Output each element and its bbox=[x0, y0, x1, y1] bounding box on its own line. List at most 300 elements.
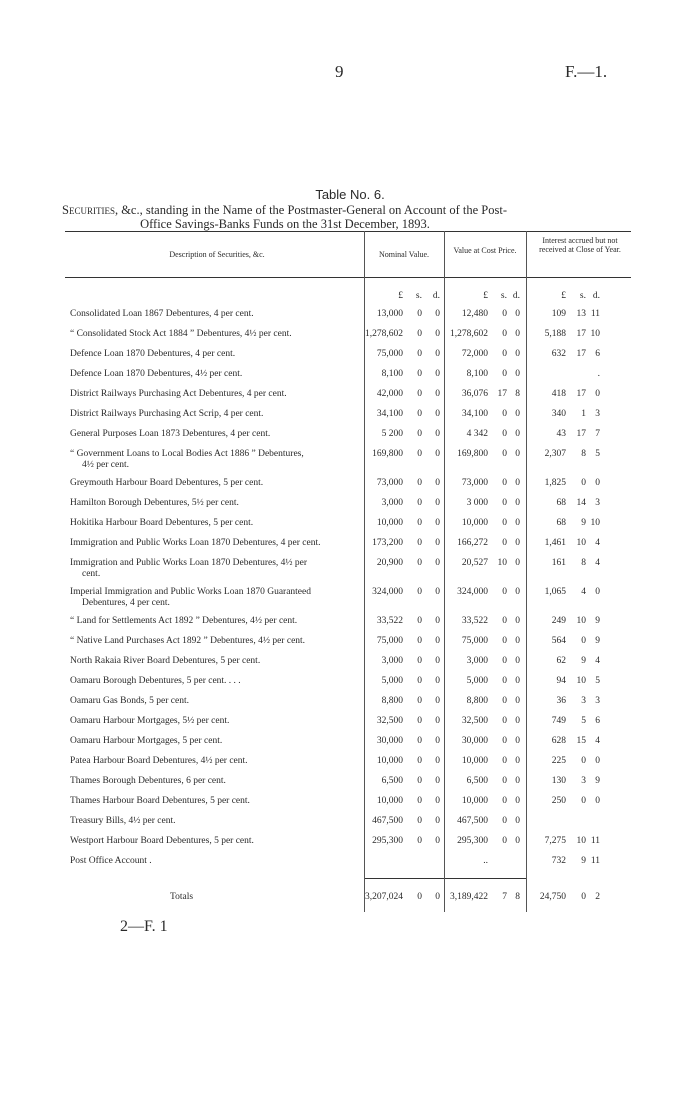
interest-pounds: 5,188 bbox=[544, 329, 566, 339]
interest-pence: 0 bbox=[595, 587, 600, 597]
description-text: Oamaru Harbour Mortgages, 5½ per cent. bbox=[70, 716, 230, 726]
cost-pounds: 3,189,422 bbox=[450, 892, 488, 902]
nominal-pounds: 10,000 bbox=[376, 756, 403, 766]
nominal-pounds: 30,000 bbox=[376, 736, 403, 746]
cost-shillings: 0 bbox=[502, 696, 507, 706]
nominal-pence: 0 bbox=[435, 429, 440, 439]
header-cost-price: Value at Cost Price. bbox=[453, 246, 517, 255]
cost-pence: 0 bbox=[515, 449, 520, 459]
cost-shillings: 0 bbox=[502, 736, 507, 746]
cost-pence: 0 bbox=[515, 518, 520, 528]
interest-pounds: 130 bbox=[551, 776, 566, 786]
nominal-pounds: 10,000 bbox=[376, 796, 403, 806]
security-description bbox=[70, 816, 362, 827]
cost-pence: 0 bbox=[515, 736, 520, 746]
cost-pounds: 32,500 bbox=[461, 716, 488, 726]
nominal-shillings: 0 bbox=[417, 538, 422, 548]
interest-shillings: 4 bbox=[581, 587, 586, 597]
interest-pence: 0 bbox=[595, 478, 600, 488]
interest-pence: 3 bbox=[595, 409, 600, 419]
interest-pounds: 43 bbox=[556, 429, 566, 439]
nominal-pence: 0 bbox=[435, 616, 440, 626]
nominal-pounds: 5,000 bbox=[381, 676, 403, 686]
nominal-shillings: 0 bbox=[417, 369, 422, 379]
security-description bbox=[70, 389, 362, 400]
nominal-shillings: 0 bbox=[417, 429, 422, 439]
cost-pence: 0 bbox=[515, 676, 520, 686]
security-description bbox=[70, 736, 362, 747]
nominal-pence: 0 bbox=[435, 449, 440, 459]
nominal-pounds: 34,100 bbox=[376, 409, 403, 419]
unit-pence: d. bbox=[432, 291, 440, 301]
subtitle-line-2: Office Savings-Banks Funds on the 31st December, 1893. bbox=[140, 217, 430, 231]
nominal-pounds: 324,000 bbox=[372, 587, 403, 597]
totals-rule bbox=[364, 878, 526, 879]
nominal-pounds: 13,000 bbox=[376, 309, 403, 319]
interest-shillings: 17 bbox=[576, 429, 586, 439]
nominal-pence: 0 bbox=[435, 796, 440, 806]
security-description bbox=[70, 676, 362, 687]
cost-shillings: 0 bbox=[502, 656, 507, 666]
security-description bbox=[70, 409, 362, 420]
cost-shillings: 0 bbox=[502, 518, 507, 528]
nominal-shillings: 0 bbox=[417, 776, 422, 786]
cost-pounds: 166,272 bbox=[457, 538, 488, 548]
interest-pence: 0 bbox=[595, 796, 600, 806]
interest-pence: 5 bbox=[595, 676, 600, 686]
unit-pounds: £ bbox=[483, 291, 488, 301]
interest-shillings: 17 bbox=[576, 349, 586, 359]
cost-pence: 0 bbox=[515, 587, 520, 597]
nominal-pence: 0 bbox=[435, 518, 440, 528]
description-text: Hokitika Harbour Board Debentures, 5 per cent. bbox=[70, 518, 254, 528]
cost-shillings: 17 bbox=[497, 389, 507, 399]
cost-pounds: 8,100 bbox=[466, 369, 488, 379]
table-subtitle bbox=[62, 203, 628, 231]
interest-pence: 9 bbox=[595, 776, 600, 786]
cost-shillings: 0 bbox=[502, 796, 507, 806]
cost-pounds: 10,000 bbox=[461, 518, 488, 528]
security-description bbox=[70, 856, 362, 867]
nominal-pence: 0 bbox=[435, 776, 440, 786]
cost-shillings: 0 bbox=[502, 449, 507, 459]
cost-shillings: 0 bbox=[502, 616, 507, 626]
unit-pence: d. bbox=[512, 291, 520, 301]
security-description bbox=[70, 716, 362, 727]
description-text: Westport Harbour Board Debentures, 5 per cent. bbox=[70, 836, 254, 846]
description-text: Post Office Account . bbox=[70, 856, 152, 866]
interest-pence: . bbox=[597, 369, 600, 379]
nominal-pounds: 75,000 bbox=[376, 349, 403, 359]
interest-shillings: 0 bbox=[581, 756, 586, 766]
unit-shillings: s. bbox=[579, 291, 586, 301]
description-text: Thames Borough Debentures, 6 per cent. bbox=[70, 776, 226, 786]
nominal-shillings: 0 bbox=[417, 587, 422, 597]
cost-pence: 0 bbox=[515, 836, 520, 846]
interest-shillings: 0 bbox=[581, 636, 586, 646]
cost-pence: 0 bbox=[515, 538, 520, 548]
cost-pounds: 4 342 bbox=[466, 429, 488, 439]
nominal-pounds: 3,207,024 bbox=[365, 892, 403, 902]
security-description bbox=[70, 636, 362, 647]
interest-pounds: 1,461 bbox=[544, 538, 566, 548]
description-text: Defence Loan 1870 Debentures, 4½ per cent. bbox=[70, 369, 243, 379]
nominal-pounds: 1,278,602 bbox=[365, 329, 403, 339]
cost-shillings: 0 bbox=[502, 478, 507, 488]
nominal-pounds: 75,000 bbox=[376, 636, 403, 646]
interest-pence: 4 bbox=[595, 656, 600, 666]
table-top-rule bbox=[65, 231, 631, 232]
interest-pounds: 24,750 bbox=[539, 892, 566, 902]
cost-shillings: 0 bbox=[502, 309, 507, 319]
interest-pounds: 250 bbox=[551, 796, 566, 806]
cost-pence: 8 bbox=[515, 892, 520, 902]
nominal-pence: 0 bbox=[435, 736, 440, 746]
nominal-pence: 0 bbox=[435, 389, 440, 399]
cost-pence: 0 bbox=[515, 716, 520, 726]
security-description bbox=[70, 796, 362, 807]
interest-pounds: 340 bbox=[551, 409, 566, 419]
cost-pounds: 169,800 bbox=[457, 449, 488, 459]
nominal-shillings: 0 bbox=[417, 656, 422, 666]
interest-pounds: 418 bbox=[551, 389, 566, 399]
interest-shillings: 0 bbox=[581, 478, 586, 488]
cost-pence: 0 bbox=[515, 329, 520, 339]
description-text: Greymouth Harbour Board Debentures, 5 per cent. bbox=[70, 478, 264, 488]
description-text: North Rakaia River Board Debentures, 5 per cent. bbox=[70, 656, 261, 666]
unit-pounds: £ bbox=[398, 291, 403, 301]
interest-pence: 11 bbox=[590, 836, 600, 846]
nominal-shillings: 0 bbox=[417, 309, 422, 319]
nominal-pence: 0 bbox=[435, 892, 440, 902]
cost-shillings: 0 bbox=[502, 498, 507, 508]
nominal-shillings: 0 bbox=[417, 636, 422, 646]
nominal-pence: 0 bbox=[435, 478, 440, 488]
nominal-shillings: 0 bbox=[417, 696, 422, 706]
cost-pence: 8 bbox=[515, 389, 520, 399]
interest-pence: 0 bbox=[595, 389, 600, 399]
security-description bbox=[70, 309, 362, 320]
interest-pounds: 109 bbox=[551, 309, 566, 319]
interest-shillings: 10 bbox=[576, 836, 586, 846]
description-text: District Railways Purchasing Act Scrip, 4 per cent. bbox=[70, 409, 264, 419]
cost-shillings: 0 bbox=[502, 329, 507, 339]
cost-pence: 0 bbox=[515, 498, 520, 508]
page-reference: F.—1. bbox=[565, 62, 608, 81]
security-description bbox=[70, 756, 362, 767]
description-text: Immigration and Public Works Loan 1870 Debentures, 4½ per bbox=[70, 558, 308, 568]
nominal-pounds: 5 200 bbox=[381, 429, 403, 439]
cost-shillings: 0 bbox=[502, 409, 507, 419]
nominal-shillings: 0 bbox=[417, 836, 422, 846]
cost-pence: 0 bbox=[515, 776, 520, 786]
interest-pounds: 749 bbox=[551, 716, 566, 726]
interest-pounds: 1,825 bbox=[544, 478, 566, 488]
description-continuation: Debentures, 4 per cent. bbox=[82, 598, 170, 608]
cost-pence: 0 bbox=[515, 309, 520, 319]
column-divider bbox=[526, 231, 527, 912]
security-description bbox=[70, 616, 362, 627]
nominal-pence: 0 bbox=[435, 498, 440, 508]
interest-shillings: 8 bbox=[581, 558, 586, 568]
interest-pence: 10 bbox=[590, 329, 600, 339]
nominal-pounds: 169,800 bbox=[372, 449, 403, 459]
description-text: Oamaru Harbour Mortgages, 5 per cent. bbox=[70, 736, 223, 746]
description-text: “ Land for Settlements Act 1892 ” Debentures, 4½ per cent. bbox=[70, 616, 298, 626]
cost-pounds: 34,100 bbox=[461, 409, 488, 419]
interest-pence: 11 bbox=[590, 309, 600, 319]
interest-shillings: 10 bbox=[576, 616, 586, 626]
nominal-pence: 0 bbox=[435, 696, 440, 706]
nominal-pence: 0 bbox=[435, 309, 440, 319]
nominal-shillings: 0 bbox=[417, 716, 422, 726]
interest-shillings: 17 bbox=[576, 329, 586, 339]
nominal-pence: 0 bbox=[435, 349, 440, 359]
interest-pence: 4 bbox=[595, 558, 600, 568]
description-continuation: 4½ per cent. bbox=[82, 460, 129, 470]
nominal-pounds: 6,500 bbox=[381, 776, 403, 786]
nominal-shillings: 0 bbox=[417, 558, 422, 568]
nominal-pounds: 173,200 bbox=[372, 538, 403, 548]
description-text: Oamaru Borough Debentures, 5 per cent. . . . bbox=[70, 676, 241, 686]
interest-pence: 4 bbox=[595, 538, 600, 548]
interest-pounds: 249 bbox=[551, 616, 566, 626]
cost-shillings: 0 bbox=[502, 816, 507, 826]
subtitle-line-1: , &c., standing in the Name of the Postmaster-General on Account of the Post- bbox=[114, 203, 507, 217]
description-text: Oamaru Gas Bonds, 5 per cent. bbox=[70, 696, 189, 706]
cost-pounds: 467,500 bbox=[457, 816, 488, 826]
nominal-pence: 0 bbox=[435, 816, 440, 826]
nominal-shillings: 0 bbox=[417, 816, 422, 826]
cost-pounds: 8,800 bbox=[466, 696, 488, 706]
column-divider bbox=[444, 231, 445, 912]
interest-shillings: 10 bbox=[576, 538, 586, 548]
description-text: Thames Harbour Board Debentures, 5 per cent. bbox=[70, 796, 250, 806]
interest-pence: 0 bbox=[595, 756, 600, 766]
interest-pence: 11 bbox=[590, 856, 600, 866]
nominal-pounds: 10,000 bbox=[376, 518, 403, 528]
description-text: “ Native Land Purchases Act 1892 ” Debentures, 4½ per cent. bbox=[70, 636, 306, 646]
subtitle-lead: Securities bbox=[62, 203, 115, 217]
interest-pounds: 732 bbox=[551, 856, 566, 866]
security-description bbox=[70, 478, 362, 489]
interest-pounds: 94 bbox=[556, 676, 566, 686]
cost-pounds: 72,000 bbox=[461, 349, 488, 359]
interest-shillings: 0 bbox=[581, 892, 586, 902]
interest-pounds: 632 bbox=[551, 349, 566, 359]
unit-shillings: s. bbox=[500, 291, 507, 301]
page-number: 9 bbox=[335, 62, 344, 81]
cost-shillings: 0 bbox=[502, 676, 507, 686]
description-text: Immigration and Public Works Loan 1870 Debentures, 4 per cent. bbox=[70, 538, 321, 548]
nominal-shillings: 0 bbox=[417, 389, 422, 399]
interest-pence: 5 bbox=[595, 449, 600, 459]
interest-pounds: 161 bbox=[551, 558, 566, 568]
interest-pounds: 68 bbox=[556, 518, 566, 528]
nominal-shillings: 0 bbox=[417, 892, 422, 902]
interest-shillings: 3 bbox=[581, 696, 586, 706]
nominal-pounds: 3,000 bbox=[381, 656, 403, 666]
interest-shillings: 9 bbox=[581, 656, 586, 666]
interest-shillings: 14 bbox=[576, 498, 586, 508]
interest-pounds: 7,275 bbox=[544, 836, 566, 846]
cost-pence: 0 bbox=[515, 409, 520, 419]
cost-pence: 0 bbox=[515, 656, 520, 666]
interest-pence: 3 bbox=[595, 696, 600, 706]
interest-pounds: 564 bbox=[551, 636, 566, 646]
nominal-pounds: 3,000 bbox=[381, 498, 403, 508]
interest-shillings: 8 bbox=[581, 449, 586, 459]
security-description bbox=[70, 518, 362, 529]
cost-pounds: 33,522 bbox=[461, 616, 488, 626]
interest-pence: 9 bbox=[595, 636, 600, 646]
cost-pounds: 5,000 bbox=[466, 676, 488, 686]
cost-pounds: 324,000 bbox=[457, 587, 488, 597]
cost-pence: 0 bbox=[515, 816, 520, 826]
security-description bbox=[70, 776, 362, 787]
cost-pence: 0 bbox=[515, 616, 520, 626]
interest-pence: 6 bbox=[595, 716, 600, 726]
nominal-pence: 0 bbox=[435, 636, 440, 646]
interest-shillings: 9 bbox=[581, 518, 586, 528]
nominal-shillings: 0 bbox=[417, 518, 422, 528]
interest-pounds: 225 bbox=[551, 756, 566, 766]
cost-pence: 0 bbox=[515, 558, 520, 568]
cost-pence: 0 bbox=[515, 429, 520, 439]
nominal-shillings: 0 bbox=[417, 756, 422, 766]
interest-shillings: 9 bbox=[581, 856, 586, 866]
description-text: Imperial Immigration and Public Works Loan 1870 Guaranteed bbox=[70, 587, 311, 597]
unit-pounds: £ bbox=[561, 291, 566, 301]
nominal-pounds: 20,900 bbox=[376, 558, 403, 568]
interest-pence: 4 bbox=[595, 736, 600, 746]
nominal-pounds: 32,500 bbox=[376, 716, 403, 726]
nominal-shillings: 0 bbox=[417, 616, 422, 626]
nominal-pounds: 33,522 bbox=[376, 616, 403, 626]
cost-pounds: 3 000 bbox=[466, 498, 488, 508]
cost-shillings: 0 bbox=[502, 636, 507, 646]
nominal-shillings: 0 bbox=[417, 409, 422, 419]
nominal-pence: 0 bbox=[435, 409, 440, 419]
security-description bbox=[70, 836, 362, 847]
interest-shillings: 0 bbox=[581, 796, 586, 806]
interest-pounds: 62 bbox=[556, 656, 566, 666]
nominal-pounds: 467,500 bbox=[372, 816, 403, 826]
cost-pounds: 10,000 bbox=[461, 756, 488, 766]
cost-pence: 0 bbox=[515, 636, 520, 646]
cost-pounds: 3,000 bbox=[466, 656, 488, 666]
interest-shillings: 15 bbox=[576, 736, 586, 746]
nominal-shillings: 0 bbox=[417, 478, 422, 488]
security-description bbox=[70, 369, 362, 380]
cost-pence: 0 bbox=[515, 349, 520, 359]
cost-pence: 0 bbox=[515, 369, 520, 379]
cost-pounds: 12,480 bbox=[461, 309, 488, 319]
interest-shillings: 13 bbox=[576, 309, 586, 319]
security-description bbox=[70, 587, 362, 609]
cost-shillings: 0 bbox=[502, 369, 507, 379]
nominal-shillings: 0 bbox=[417, 498, 422, 508]
nominal-shillings: 0 bbox=[417, 349, 422, 359]
cost-shillings: 0 bbox=[502, 538, 507, 548]
cost-shillings: 0 bbox=[502, 349, 507, 359]
nominal-pounds: 8,100 bbox=[381, 369, 403, 379]
description-text: Treasury Bills, 4½ per cent. bbox=[70, 816, 176, 826]
cost-pounds: 6,500 bbox=[466, 776, 488, 786]
interest-pounds: 2,307 bbox=[544, 449, 566, 459]
description-continuation: cent. bbox=[82, 569, 101, 579]
security-description bbox=[70, 429, 362, 440]
table-title: Table No. 6. bbox=[315, 187, 385, 202]
unit-pence: d. bbox=[592, 291, 600, 301]
description-text: Hamilton Borough Debentures, 5½ per cent. bbox=[70, 498, 239, 508]
cost-shillings: 10 bbox=[497, 558, 507, 568]
cost-pounds: 10,000 bbox=[461, 796, 488, 806]
security-description bbox=[70, 656, 362, 667]
description-text: “ Government Loans to Local Bodies Act 1886 ” Debentures, bbox=[70, 449, 304, 459]
cost-pounds: 30,000 bbox=[461, 736, 488, 746]
cost-pence: 0 bbox=[515, 756, 520, 766]
cost-shillings: 0 bbox=[502, 429, 507, 439]
nominal-pounds: 42,000 bbox=[376, 389, 403, 399]
security-description bbox=[70, 449, 362, 471]
footer-signature: 2—F. 1 bbox=[120, 918, 168, 935]
interest-pounds: 36 bbox=[556, 696, 566, 706]
security-description bbox=[70, 498, 362, 509]
nominal-pounds: 73,000 bbox=[376, 478, 403, 488]
header-bottom-rule bbox=[65, 277, 631, 278]
nominal-pence: 0 bbox=[435, 369, 440, 379]
cost-pounds: 73,000 bbox=[461, 478, 488, 488]
interest-pounds: 628 bbox=[551, 736, 566, 746]
nominal-shillings: 0 bbox=[417, 329, 422, 339]
description-text: District Railways Purchasing Act Debentures, 4 per cent. bbox=[70, 389, 287, 399]
security-description bbox=[70, 538, 362, 549]
header-description: Description of Securities, &c. bbox=[169, 250, 265, 259]
interest-pounds: 68 bbox=[556, 498, 566, 508]
nominal-pounds: 295,300 bbox=[372, 836, 403, 846]
security-description bbox=[70, 349, 362, 360]
interest-pence: 10 bbox=[590, 518, 600, 528]
cost-shillings: 0 bbox=[502, 756, 507, 766]
cost-pounds: 36,076 bbox=[461, 389, 488, 399]
interest-pence: 2 bbox=[595, 892, 600, 902]
nominal-pence: 0 bbox=[435, 836, 440, 846]
nominal-shillings: 0 bbox=[417, 449, 422, 459]
description-text: Defence Loan 1870 Debentures, 4 per cent. bbox=[70, 349, 236, 359]
cost-pence: 0 bbox=[515, 478, 520, 488]
cost-shillings: 0 bbox=[502, 587, 507, 597]
nominal-pence: 0 bbox=[435, 558, 440, 568]
interest-pence: 9 bbox=[595, 616, 600, 626]
description-text: “ Consolidated Stock Act 1884 ” Debentures, 4½ per cent. bbox=[70, 329, 292, 339]
nominal-pence: 0 bbox=[435, 656, 440, 666]
description-text: Consolidated Loan 1867 Debentures, 4 per cent. bbox=[70, 309, 254, 319]
cost-pounds: .. bbox=[483, 856, 488, 866]
interest-pence: 6 bbox=[595, 349, 600, 359]
interest-shillings: 1 bbox=[581, 409, 586, 419]
header-interest: Interest accrued but not received at Close of Year. bbox=[539, 236, 621, 254]
description-text: General Purposes Loan 1873 Debentures, 4 per cent. bbox=[70, 429, 271, 439]
cost-shillings: 0 bbox=[502, 776, 507, 786]
interest-pence: 7 bbox=[595, 429, 600, 439]
header-nominal-value: Nominal Value. bbox=[378, 250, 430, 259]
cost-pounds: 20,527 bbox=[461, 558, 488, 568]
nominal-pence: 0 bbox=[435, 676, 440, 686]
security-description bbox=[70, 329, 362, 340]
nominal-pence: 0 bbox=[435, 538, 440, 548]
nominal-pounds: 8,800 bbox=[381, 696, 403, 706]
